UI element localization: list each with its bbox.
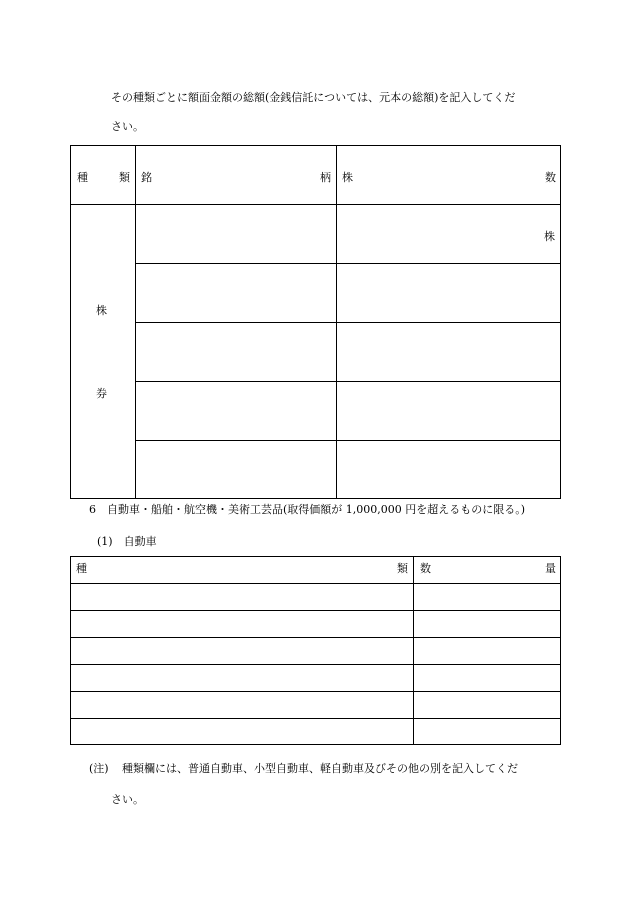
car-row-divider: [70, 583, 561, 584]
stock-row-divider: [136, 381, 561, 382]
car-col-divider: [413, 556, 414, 745]
car-table-right-border: [560, 556, 561, 745]
stock-header-kind-1: 種: [77, 171, 88, 184]
stock-table-left-border: [70, 145, 71, 499]
section-6-heading: 6 自動車・船舶・航空機・美術工芸品(取得価額が 1,000,000 円を超えるものに限る。): [89, 503, 526, 516]
car-row-divider: [70, 664, 561, 665]
car-header-qty-1: 数: [420, 562, 431, 575]
stock-header-brand-2: 柄: [320, 171, 331, 184]
car-row-divider: [70, 637, 561, 638]
stock-row-divider: [136, 322, 561, 323]
note-label: (注): [89, 762, 109, 775]
intro-line-2: さい。: [111, 120, 144, 133]
stock-header-shares-2: 数: [545, 171, 556, 184]
note-line-2: さい。: [111, 793, 144, 806]
car-table-left-border: [70, 556, 71, 745]
car-row-divider: [70, 610, 561, 611]
car-table-top-border: [70, 556, 561, 557]
stock-col-divider: [135, 145, 136, 499]
car-header-qty-2: 量: [545, 562, 556, 575]
car-header-kind-1: 種: [76, 562, 87, 575]
car-row-divider: [70, 691, 561, 692]
stock-kind-char-2: 券: [96, 387, 107, 400]
stock-row-divider: [136, 440, 561, 441]
stock-table-bottom-border: [70, 498, 561, 499]
stock-table-header-border: [70, 204, 561, 205]
stock-row-divider: [136, 263, 561, 264]
intro-line-1: その種類ごとに額面金額の総額(金銭信託については、元本の総額)を記入してくだ: [111, 91, 516, 104]
stock-shares-unit: 株: [544, 230, 555, 243]
car-row-divider: [70, 718, 561, 719]
stock-col-divider: [336, 145, 337, 499]
stock-header-shares-1: 株: [342, 171, 353, 184]
stock-header-brand-1: 銘: [141, 171, 152, 184]
car-table-bottom-border: [70, 744, 561, 745]
note-line-1: 種類欄には、普通自動車、小型自動車、軽自動車及びその他の別を記入してくだ: [122, 762, 518, 775]
stock-kind-char-1: 株: [96, 304, 107, 317]
car-header-kind-2: 類: [397, 562, 408, 575]
stock-header-kind-2: 類: [119, 171, 130, 184]
stock-table-top-border: [70, 145, 561, 146]
stock-table-right-border: [560, 145, 561, 499]
subsection-1-heading: (1) 自動車: [97, 535, 157, 548]
